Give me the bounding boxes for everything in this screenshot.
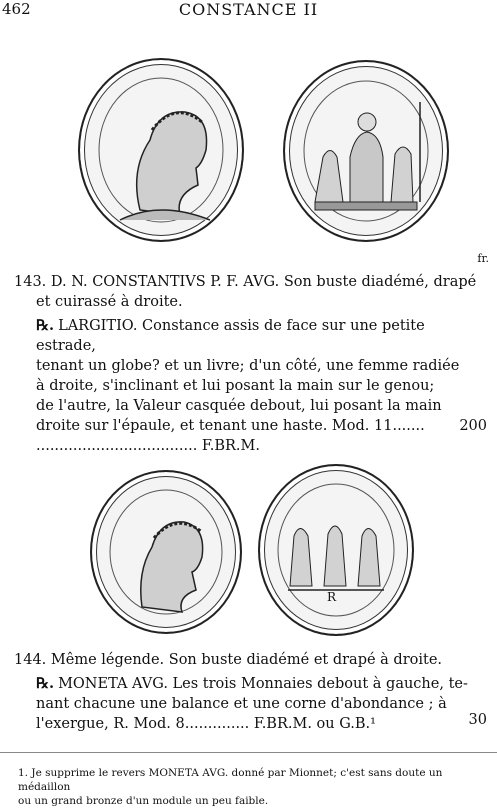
entry-144-reverse-line-3: l'exergue, R. Mod. 8.............. F.BR.M. ou G.B.¹ [36,716,376,732]
entry-144-reverse-line-1 [14,674,484,694]
entry-143-reverse-line-4: de l'autre, la Valeur casquée debout, lui posant la main [36,398,442,414]
reverse-text-144: MONETA AVG. Les trois Monnaies debout à gauche, te- [58,676,468,692]
coin-reverse-144-image [260,466,412,634]
coin-obverse-144 [90,470,242,634]
reverse-symbol-144: ℞. [36,675,55,692]
running-title: CONSTANCE II [178,0,319,19]
value-column-label: fr. [477,252,489,265]
entry-143-reverse-line-3: à droite, s'inclinant et lui posant la main sur le genou; [36,378,435,394]
entry-144-reverse-line-2: nant chacune une balance et une corne d'abondance ; à [36,696,447,712]
entry-143-reverse-line-1 [14,316,484,356]
footnote [18,766,488,808]
entry-143 [14,272,484,456]
coin-reverse-143-image [285,62,447,240]
entry-143-reverse-line-5: droite sur l'épaule, et tenant une haste. Mod. 11....... [36,418,425,434]
coin-exergue: R [327,590,337,604]
page-number: 462 [2,0,31,18]
coin-reverse-144 [258,464,414,636]
footnote-line-2: ou un grand bronze d'un module un peu faible. [18,795,269,807]
footnote-line-1: 1. Je supprime le revers MONETA AVG. donné par Mionnet; c'est sans doute un médaillon [18,767,443,793]
reverse-text: LARGITIO. Constance assis de face sur une petite estrade, [36,318,425,354]
coin-obverse-143 [78,58,244,242]
reverse-symbol: ℞. [36,317,55,334]
price-144: 30 [468,712,487,728]
coin-obverse-143-image [80,60,242,240]
entry-143-line-1: 143. D. N. CONSTANTIVS P. F. AVG. Son buste diadémé, drapé [14,274,477,290]
entry-144-line-1: 144. Même légende. Son buste diadémé et drapé à droite. [14,652,443,668]
coin-obverse-144-image [92,472,240,632]
footnote-separator [0,752,497,753]
entry-143-reverse-line-2: tenant un globe? et un livre; d'un côté, une femme radiée [36,358,460,374]
entry-144 [14,650,484,734]
coin-reverse-143 [283,60,449,242]
entry-143-reverse-line-6: ................................... F.BR.M. [36,438,260,454]
entry-143-line-2: et cuirassé à droite. [36,294,183,310]
price-143: 200 [459,418,487,434]
